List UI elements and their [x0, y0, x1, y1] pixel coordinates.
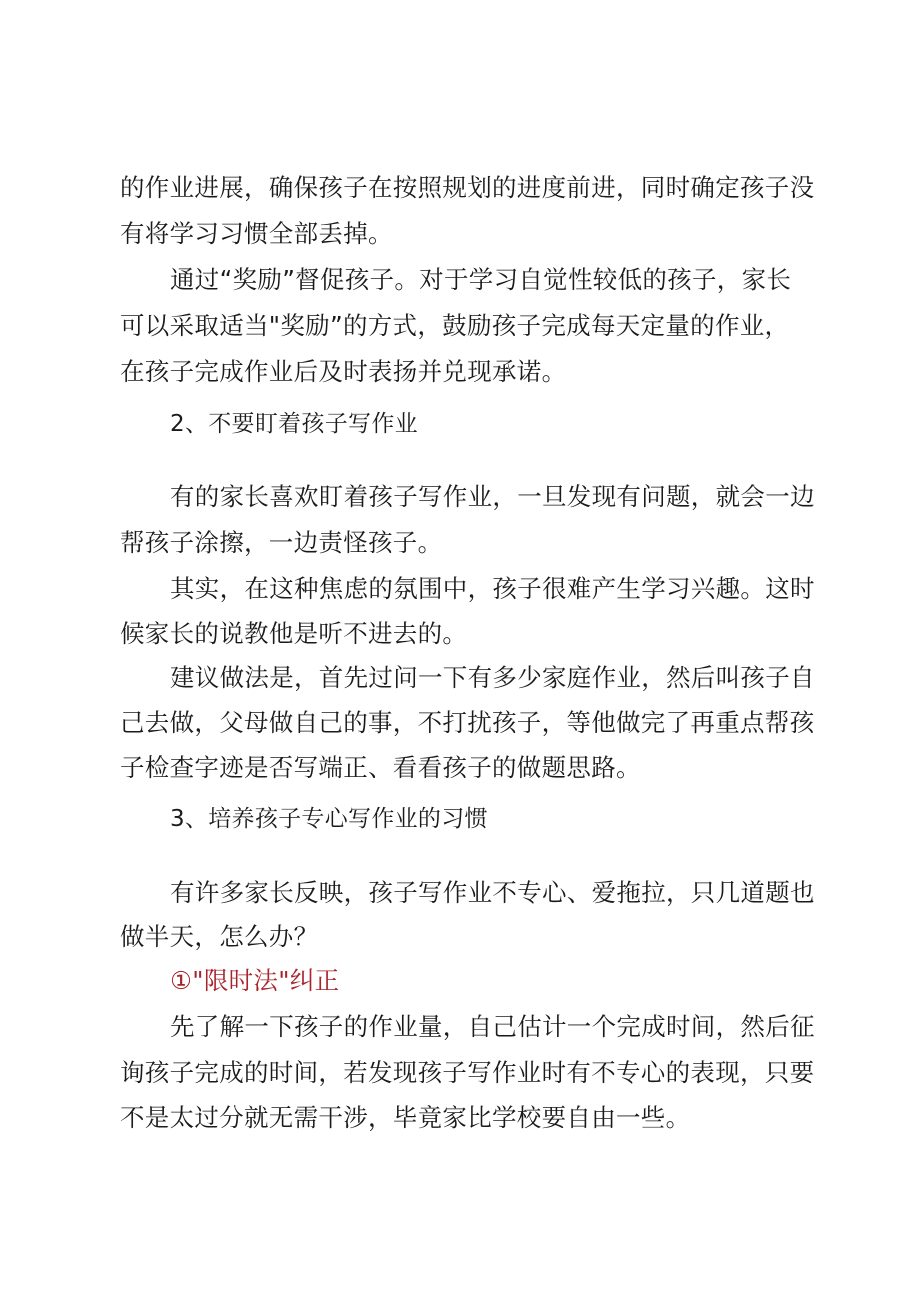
paragraph-line: 通过“奖励”督促孩子。对于学习自觉性较低的孩子，家长: [170, 265, 792, 294]
section-heading: 3、培养孩子专心写作业的习惯: [170, 806, 488, 832]
subheading-red: ①"限时法"纠正: [170, 966, 340, 995]
paragraph-line: 帮孩子涂擦，一边责怪孩子。: [120, 528, 443, 557]
paragraph-line: 不是太过分就无需干涉，毕竟家比学校要自由一些。: [120, 1103, 691, 1132]
paragraph-line: 的作业进展，确保孩子在按照规划的进度前进，同时确定孩子没: [120, 173, 815, 202]
paragraph-line: 可以采取适当"奖励”的方式，鼓励孩子完成每天定量的作业，: [120, 311, 790, 340]
paragraph-line: 有许多家长反映，孩子写作业不专心、爱拖拉，只几道题也: [170, 878, 815, 907]
paragraph-line: 询孩子完成的时间，若发现孩子写作业时有不专心的表现，只要: [120, 1058, 815, 1087]
section-heading: 2、不要盯着孩子写作业: [170, 411, 418, 437]
paragraph-line: 其实，在这种焦虑的氛围中，孩子很难产生学习兴趣。这时: [170, 574, 815, 603]
paragraph-line: 有将学习习惯全部丢掉。: [120, 219, 393, 248]
paragraph-line: 候家长的说教他是听不进去的。: [120, 619, 468, 648]
paragraph-line: 子检查字迹是否写端正、看看孩子的做题思路。: [120, 753, 641, 782]
paragraph-line: 做半天，怎么办？: [120, 922, 319, 951]
paragraph-line: 在孩子完成作业后及时表扬并兑现承诺。: [120, 357, 567, 386]
paragraph-line: 先了解一下孩子的作业量，自己估计一个完成时间，然后征: [170, 1012, 815, 1041]
paragraph-line: 建议做法是，首先过问一下有多少家庭作业，然后叫孩子自: [170, 663, 815, 692]
paragraph-line: 己去做，父母做自己的事，不打扰孩子，等他做完了再重点帮孩: [120, 708, 815, 737]
paragraph-line: 有的家长喜欢盯着孩子写作业，一旦发现有问题，就会一边: [170, 482, 815, 511]
